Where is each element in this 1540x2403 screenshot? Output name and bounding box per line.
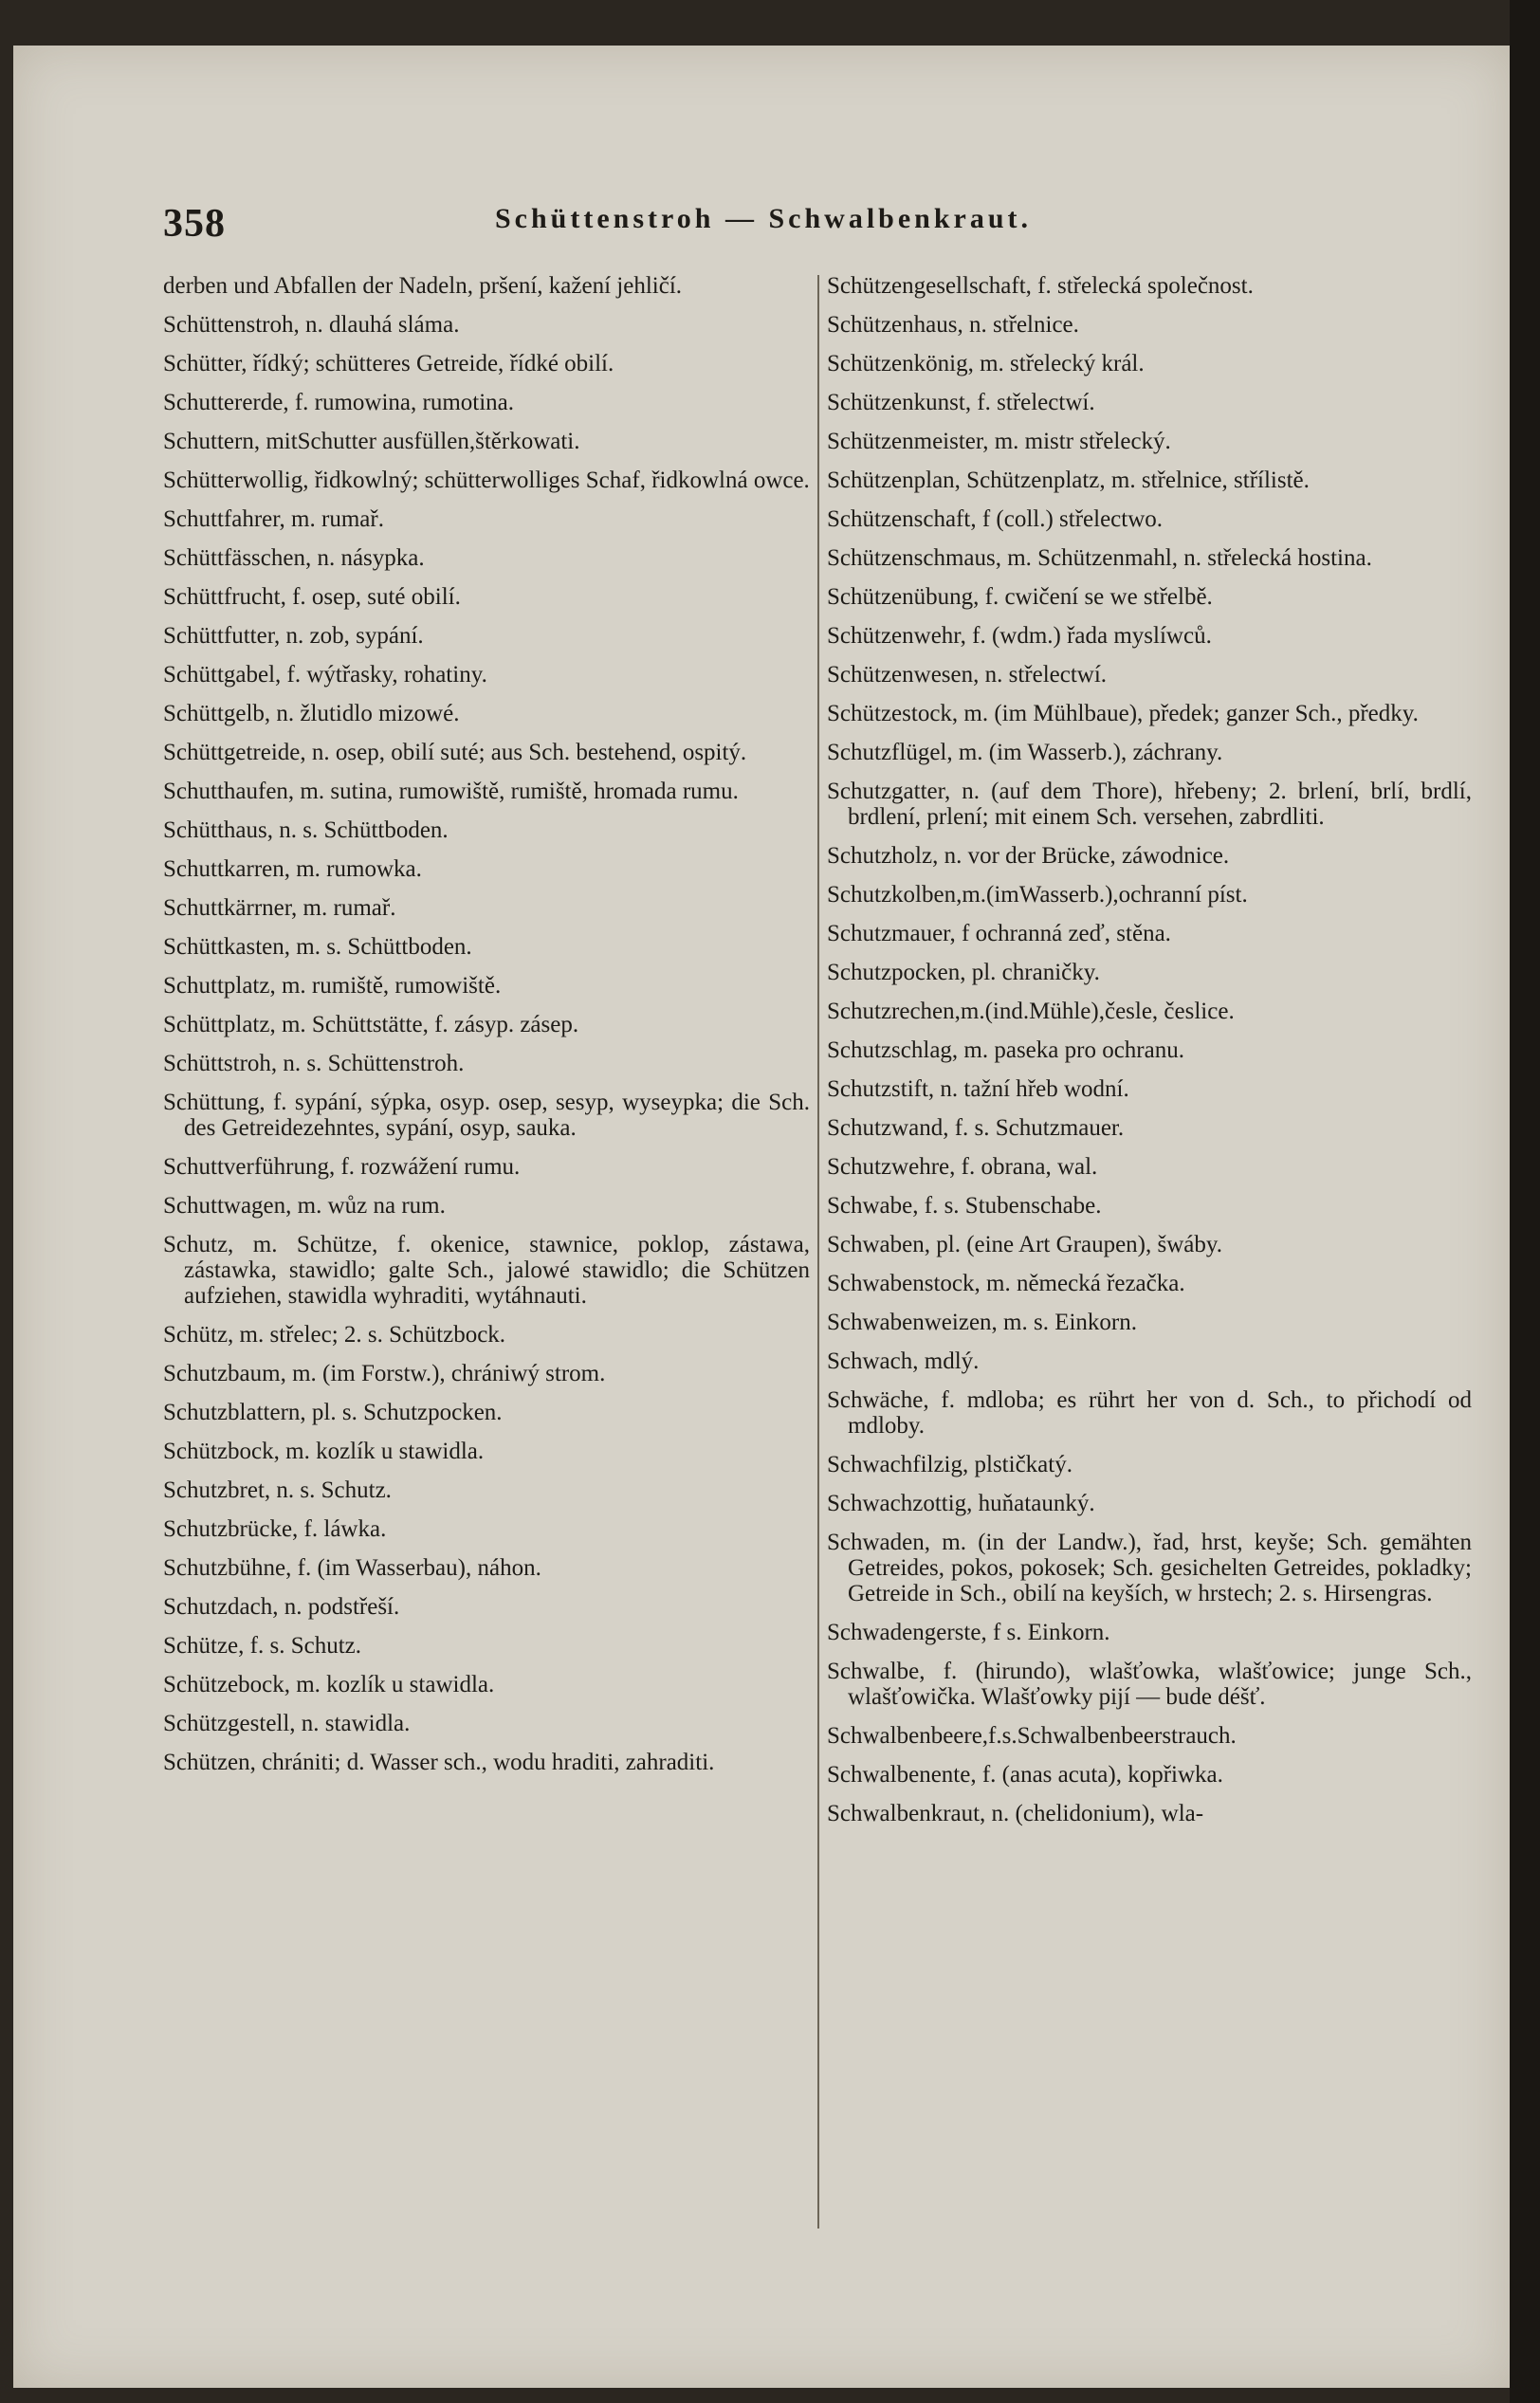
entry: Schuttplatz, m. rumiště, rumowiště.: [163, 973, 502, 999]
entry: Schutzstift, n. tažní hřeb wodní.: [827, 1076, 1129, 1102]
entry: Schwabe, f. s. Stubenschabe.: [827, 1193, 1102, 1219]
entry: Schüttgelb, n. žlutidlo mizowé.: [163, 701, 460, 726]
entry: Schutzblattern, pl. s. Schutzpocken.: [163, 1400, 503, 1425]
entry: Schutzflügel, m. (im Wasserb.), záchrany.: [827, 740, 1223, 765]
entry: Schutz, m. Schütze, f. okenice, stawnice, poklop, zástawa, zástawka, stawidlo; galte Sch., jalowé stawidlo; die Schützen aufziehen, stawidla wyhraditi, wytáhnauti.: [163, 1232, 810, 1309]
entry: Schwaben, pl. (eine Art Graupen), šwáby.: [827, 1232, 1223, 1257]
page-number: 358: [163, 202, 226, 246]
entry: Schütter, řídký; schütteres Getreide, řídké obilí.: [163, 351, 614, 376]
entry: Schützenübung, f. cwičení se we střelbě.: [827, 584, 1213, 610]
entry: Schutzbret, n. s. Schutz.: [163, 1477, 392, 1503]
entry: Schützestock, m. (im Mühlbaue), předek; ganzer Sch., předky.: [827, 701, 1419, 726]
entry: Schutzbühne, f. (im Wasserbau), náhon.: [163, 1555, 541, 1581]
entry: Schüttfrucht, f. osep, suté obilí.: [163, 584, 461, 610]
entry: Schutzschlag, m. paseka pro ochranu.: [827, 1037, 1184, 1063]
entry: Schüttkasten, m. s. Schüttboden.: [163, 934, 472, 960]
entry: derben und Abfallen der Nadeln, pršení, kažení jehličí.: [163, 273, 683, 299]
entry: Schwalbenente, f. (anas acuta), kopřiwka.: [827, 1762, 1223, 1788]
entry: Schützbock, m. kozlík u stawidla.: [163, 1439, 485, 1464]
entry: Schütterwollig, řidkowlný; schütterwolliges Schaf, řidkowlná owce.: [163, 468, 810, 493]
entry: Schwabenstock, m. německá řezačka.: [827, 1271, 1185, 1296]
left-column: [163, 273, 810, 1788]
entry: Schutzrechen,m.(ind.Mühle),česle, česlice.: [827, 999, 1235, 1024]
entry: Schüttfässchen, n. násypka.: [163, 545, 425, 571]
entry: Schwadengerste, f s. Einkorn.: [827, 1620, 1110, 1645]
entry: Schuttkärrner, m. rumař.: [163, 895, 396, 921]
entry: Schüttgabel, f. wýtřasky, rohatiny.: [163, 662, 487, 688]
entry: Schutzwand, f. s. Schutzmauer.: [827, 1115, 1125, 1141]
entry: Schuttfahrer, m. rumař.: [163, 506, 384, 532]
entry: Schwäche, f. mdloba; es rührt her von d. Sch., to přichodí od mdloby.: [827, 1387, 1472, 1439]
entry: Schwalbenkraut, n. (chelidonium), wla-: [827, 1801, 1204, 1826]
entry: Schützenwesen, n. střelectwí.: [827, 662, 1108, 688]
entry: Schutthaufen, m. sutina, rumowiště, rumiště, hromada rumu.: [163, 779, 739, 804]
entry: Schwalbe, f. (hirundo), wlašťowka, wlašťowice; junge Sch., wlašťowička. Wlašťowky pijí — bude déšť.: [827, 1659, 1472, 1710]
entry: Schutzbrücke, f. láwka.: [163, 1516, 387, 1542]
entry: Schützgestell, n. stawidla.: [163, 1711, 411, 1736]
entry: Schützenschaft, f (coll.) střelectwo.: [827, 506, 1164, 532]
entry: Schüttstroh, n. s. Schüttenstroh.: [163, 1051, 465, 1076]
entry: Schuttwagen, m. wůz na rum.: [163, 1193, 446, 1219]
entry: Schüttung, f. sypání, sýpka, osyp. osep, sesyp, wyseypka; die Sch. des Getreidezehntes, sypání, osyp, sauka.: [163, 1090, 810, 1141]
entry: Schutzdach, n. podstřeší.: [163, 1594, 400, 1620]
entry: Schwabenweizen, m. s. Einkorn.: [827, 1310, 1138, 1335]
entry: Schützenschmaus, m. Schützenmahl, n. střelecká hostina.: [827, 545, 1372, 571]
entry: Schüttfutter, n. zob, sypání.: [163, 623, 424, 649]
entry: Schüttenstroh, n. dlauhá sláma.: [163, 312, 460, 338]
entry: Schutzgatter, n. (auf dem Thore), hřebeny; 2. brlení, brlí, brdlí, brdlení, prlení; mit einem Sch. versehen, zabrdliti.: [827, 779, 1472, 830]
entry: Schützen, chrániti; d. Wasser sch., wodu hraditi, zahraditi.: [163, 1750, 715, 1775]
book-spine-edge: [1510, 0, 1540, 2403]
entry: Schutzwehre, f. obrana, wal.: [827, 1154, 1098, 1180]
entry: Schwaden, m. (in der Landw.), řad, hrst, keyše; Sch. gemähten Getreides, pokos, pokosek; Sch. gesichelten Getreides, pokladky; Getreide in Sch., obilí na keyších, w hrstech; 2. s. Hirsengras.: [827, 1530, 1472, 1606]
column-divider: [817, 275, 819, 2229]
entry: Schutzkolben,m.(imWasserb.),ochranní píst.: [827, 882, 1248, 908]
entry: Schützenplan, Schützenplatz, m. střelnice, střílistě.: [827, 468, 1310, 493]
entry: Schutzmauer, f ochranná zeď, stěna.: [827, 921, 1171, 946]
entry: Schwachfilzig, plstičkatý.: [827, 1452, 1072, 1477]
entry: Schützebock, m. kozlík u stawidla.: [163, 1672, 495, 1697]
entry: Schwachzottig, huňataunký.: [827, 1491, 1095, 1516]
entry: Schützenkönig, m. střelecký král.: [827, 351, 1145, 376]
entry: Schützenkunst, f. střelectwí.: [827, 390, 1095, 415]
entry: Schuttkarren, m. rumowka.: [163, 856, 422, 882]
entry: Schützengesellschaft, f. střelecká společnost.: [827, 273, 1254, 299]
entry: Schwach, mdlý.: [827, 1348, 980, 1374]
entry: Schütz, m. střelec; 2. s. Schützbock.: [163, 1322, 506, 1348]
entry: Schuttverführung, f. rozwážení rumu.: [163, 1154, 521, 1180]
running-head: Schüttenstroh — Schwalbenkraut.: [495, 203, 1033, 234]
entry: Schützenwehr, f. (wdm.) řada myslíwců.: [827, 623, 1212, 649]
entry: Schützenhaus, n. střelnice.: [827, 312, 1079, 338]
entry: Schuttern, mitSchutter ausfüllen,štěrkowati.: [163, 429, 580, 454]
page-header: [163, 159, 1472, 245]
entry: Schutzpocken, pl. chraničky.: [827, 960, 1100, 985]
right-column: [827, 273, 1472, 1840]
entry: Schützenmeister, m. mistr střelecký.: [827, 429, 1171, 454]
entry: Schutzbaum, m. (im Forstw.), chrániwý strom.: [163, 1361, 606, 1386]
entry: Schütthaus, n. s. Schüttboden.: [163, 817, 449, 843]
entry: Schütze, f. s. Schutz.: [163, 1633, 361, 1659]
entry: Schüttgetreide, n. osep, obilí suté; aus Sch. bestehend, ospitý.: [163, 740, 747, 765]
entry: Schuttererde, f. rumowina, rumotina.: [163, 390, 515, 415]
entry: Schutzholz, n. vor der Brücke, záwodnice.: [827, 843, 1230, 869]
entry: Schwalbenbeere,f.s.Schwalbenbeerstrauch.: [827, 1723, 1237, 1749]
entry: Schüttplatz, m. Schüttstätte, f. zásyp. zásep.: [163, 1012, 579, 1037]
